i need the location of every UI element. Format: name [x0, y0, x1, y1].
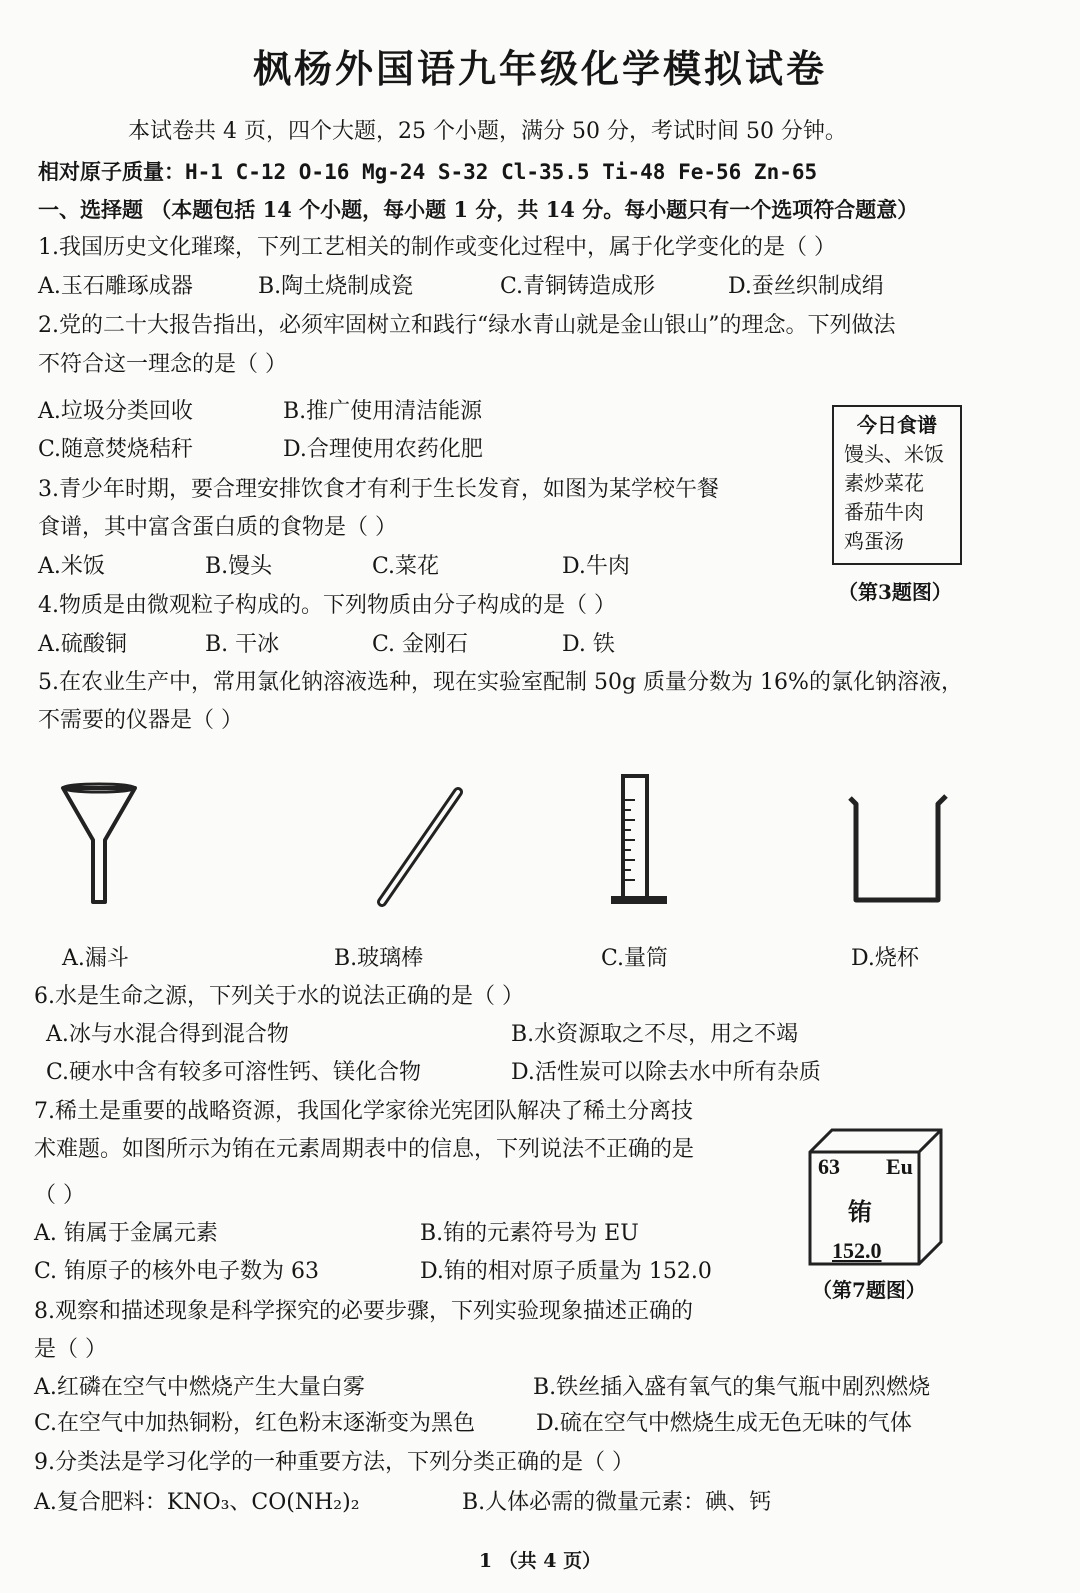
question-7-option-a: A. 铕属于金属元素	[34, 1221, 218, 1246]
funnel-icon	[55, 780, 145, 910]
exam-intro: 本试卷共 4 页，四个大题，25 个小题，满分 50 分，考试时间 50 分钟。	[128, 119, 847, 144]
europium-element-cell	[808, 1128, 943, 1266]
question-8-stem: 8.观察和描述现象是科学探究的必要步骤，下列实验现象描述正确的	[34, 1299, 693, 1324]
question-3-option-a: A.米饭	[38, 554, 105, 579]
figure-7-caption: （第7题图）	[812, 1278, 926, 1302]
question-8-option-a: A.红磷在空气中燃烧产生大量白雾	[34, 1375, 365, 1400]
question-8-stem-continued: 是（ ）	[34, 1337, 107, 1362]
question-2-option-a: A.垃圾分类回收	[38, 399, 193, 424]
question-5-option-c: C.量筒	[601, 946, 669, 971]
question-7-option-b: B.铕的元素符号为 EU	[420, 1221, 639, 1246]
question-8-option-d: D.硫在空气中燃烧生成无色无味的气体	[536, 1411, 912, 1436]
question-6-option-c: C.硬水中含有较多可溶性钙、镁化合物	[46, 1060, 422, 1085]
question-1-option-b: B.陶土烧制成瓷	[258, 274, 414, 299]
atomic-mass: 152.0	[832, 1238, 882, 1263]
element-name: 铕	[848, 1197, 872, 1226]
question-1-option-a: A.玉石雕琢成器	[38, 274, 193, 299]
question-1-stem: 1.我国历史文化璀璨，下列工艺相关的制作或变化过程中，属于化学变化的是（ ）	[38, 235, 836, 260]
question-3-option-b: B.馒头	[205, 554, 273, 579]
question-6-option-a: A.冰与水混合得到混合物	[46, 1022, 289, 1047]
question-6-stem: 6.水是生命之源，下列关于水的说法正确的是（ ）	[34, 984, 524, 1009]
question-7-stem-continued: 术难题。如图所示为铕在元素周期表中的信息，下列说法不正确的是	[34, 1137, 695, 1162]
page-title: 枫杨外国语九年级化学模拟试卷	[252, 47, 827, 91]
section-header: 一、选择题 （本题包括 14 个小题，每小题 1 分，共 14 分。每小题只有一个选项符合题意）	[38, 197, 919, 222]
question-9-option-b: B.人体必需的微量元素：碘、钙	[462, 1490, 772, 1515]
question-4-option-a: A.硫酸铜	[38, 632, 127, 657]
question-7-stem-bracket: （ ）	[34, 1183, 85, 1208]
menu-item: 馒头、米饭	[844, 442, 944, 466]
element-symbol: Eu	[886, 1154, 913, 1179]
question-7-option-d: D.铕的相对原子质量为 152.0	[420, 1259, 712, 1284]
question-3-stem-continued: 食谱，其中富含蛋白质的食物是（ ）	[38, 515, 397, 540]
question-8-option-b: B.铁丝插入盛有氧气的集气瓶中剧烈燃烧	[533, 1375, 931, 1400]
question-7-stem: 7.稀土是重要的战略资源，我国化学家徐光宪团队解决了稀土分离技	[34, 1099, 693, 1124]
question-5-stem: 5.在农业生产中，常用氯化钠溶液选种，现在实验室配制 50g 质量分数为 16%的氯化钠溶液，	[38, 670, 963, 695]
question-5-stem-continued: 不需要的仪器是（ ）	[38, 708, 243, 733]
question-6-option-b: B.水资源取之不尽，用之不竭	[511, 1022, 799, 1047]
graduated-cylinder-icon	[605, 770, 675, 910]
beaker-icon	[842, 790, 952, 910]
atomic-masses: 相对原子质量：H-1 C-12 O-16 Mg-24 S-32 Cl-35.5 Ti-48 Fe-56 Zn-65	[38, 160, 818, 184]
question-9-stem: 9.分类法是学习化学的一种重要方法，下列分类正确的是（ ）	[34, 1450, 634, 1475]
question-4-option-b: B. 干冰	[205, 632, 280, 657]
question-2-stem-continued: 不符合这一理念的是（ ）	[38, 352, 287, 377]
menu-item: 番茄牛肉	[844, 500, 924, 524]
question-4-option-c: C. 金刚石	[372, 632, 469, 657]
question-8-option-c: C.在空气中加热铜粉，红色粉末逐渐变为黑色	[34, 1411, 476, 1436]
question-2-option-b: B.推广使用清洁能源	[283, 399, 483, 424]
figure-3-caption: （第3题图）	[838, 580, 952, 604]
menu-heading: 今日食谱	[857, 413, 937, 437]
atomic-number: 63	[818, 1154, 840, 1179]
question-4-stem: 4.物质是由微观粒子构成的。下列物质由分子构成的是（ ）	[38, 593, 616, 618]
question-3-option-d: D.牛肉	[562, 554, 630, 579]
question-1-option-c: C.青铜铸造成形	[500, 274, 656, 299]
question-5-option-d: D.烧杯	[851, 946, 919, 971]
question-5-option-a: A.漏斗	[62, 946, 129, 971]
menu-item: 素炒菜花	[844, 471, 924, 495]
question-2-option-d: D.合理使用农药化肥	[283, 437, 483, 462]
question-9-option-a: A.复合肥料：KNO₃、CO(NH₂)₂	[34, 1490, 360, 1515]
question-1-option-d: D.蚕丝织制成绢	[728, 274, 884, 299]
question-6-option-d: D.活性炭可以除去水中所有杂质	[511, 1060, 821, 1085]
menu-item: 鸡蛋汤	[844, 529, 904, 553]
question-2-stem: 2.党的二十大报告指出，必须牢固树立和践行“绿水青山就是金山银山”的理念。下列做法	[38, 313, 896, 338]
question-3-stem: 3.青少年时期，要合理安排饮食才有利于生长发育，如图为某学校午餐	[38, 477, 719, 502]
question-5-option-b: B.玻璃棒	[334, 946, 424, 971]
question-7-option-c: C. 铕原子的核外电子数为 63	[34, 1259, 320, 1284]
page-footer: 1 （共 4 页）	[478, 1550, 602, 1572]
lunch-menu-figure	[832, 405, 962, 565]
question-2-option-c: C.随意焚烧秸秆	[38, 437, 194, 462]
glass-rod-icon	[370, 782, 470, 912]
question-3-option-c: C.菜花	[372, 554, 440, 579]
question-4-option-d: D. 铁	[562, 632, 615, 657]
